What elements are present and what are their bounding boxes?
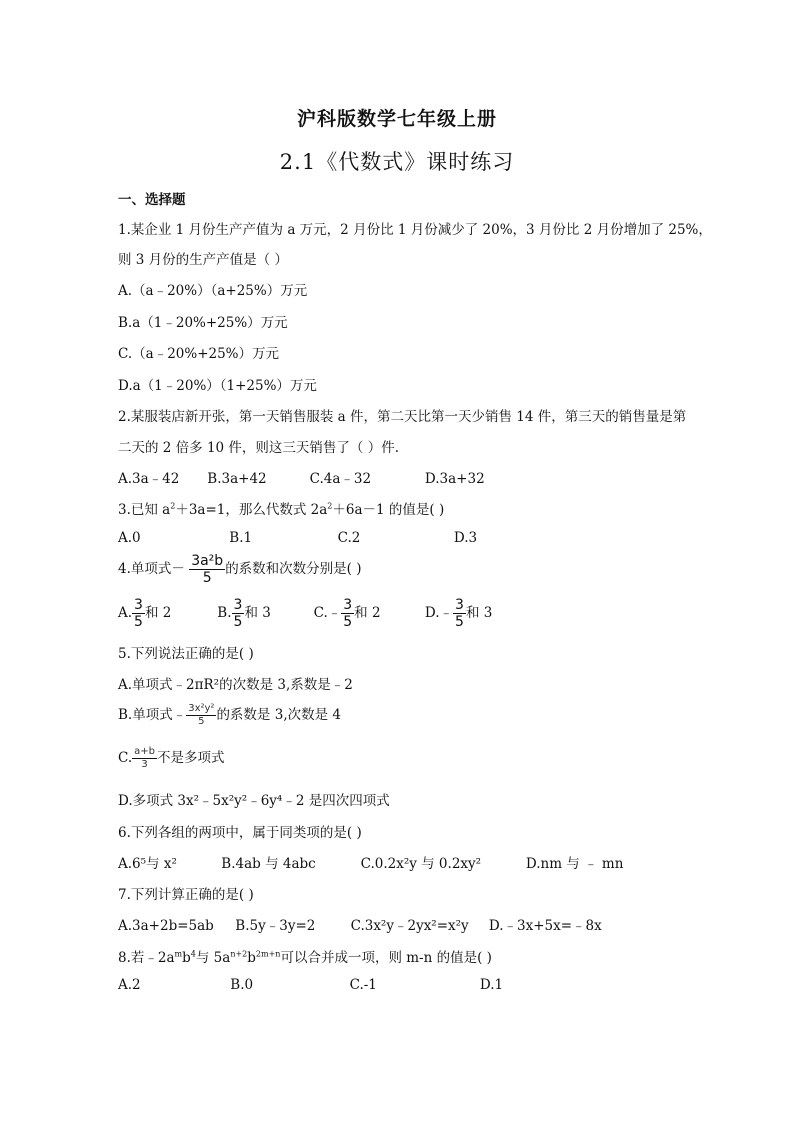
q2-option-c: C.4a﹣32	[309, 471, 372, 487]
fraction-denominator: 5	[198, 716, 205, 727]
q4-stem	[118, 554, 362, 585]
q8-stem-pre: 8.若﹣2a	[118, 950, 175, 966]
q4-option-a-fraction	[132, 598, 145, 629]
q2-stem-line1: 2.某服装店新开张，第一天销售服装 a 件，第二天比第一天少销售 14 件，第三天的销售量是第	[118, 409, 687, 425]
q2-stem-line2: 二天的 2 倍多 10 件，则这三天销售了（ ）件.	[118, 440, 400, 456]
q4-option-d	[425, 598, 492, 629]
q5-option-b-pre: B.单项式﹣	[118, 707, 187, 723]
fraction-numerator: 3x²y²	[188, 703, 215, 714]
q4-stem-pre: 4.单项式－	[118, 561, 185, 577]
q1-option-d: D.a（1﹣20%）（1+25%）万元	[118, 378, 317, 394]
q1-option-c: C.（a﹣20%+25%）万元	[118, 346, 280, 362]
q8-base-b1: b	[182, 950, 191, 966]
q7-stem: 7.下列计算正确的是( )	[118, 887, 254, 903]
q7-option-c: C.3x²y﹣2yx²=x²y	[350, 918, 469, 934]
q3-option-b: B.1	[229, 530, 253, 546]
q4-options	[118, 598, 492, 629]
q6-option-a: A.6⁵与 x²	[118, 856, 177, 872]
q8-exponent-3: n+2	[230, 949, 248, 959]
q1-option-a: A.（a﹣20%）（a+25%）万元	[118, 283, 308, 299]
q2-option-a: A.3a﹣42	[118, 471, 180, 487]
q7-option-b: B.5y﹣3y=2	[235, 918, 316, 934]
q4-option-b-fraction	[232, 598, 245, 629]
q8-exponent-4: 2m+n	[255, 949, 281, 959]
q5-option-c-pre: C.	[118, 750, 133, 766]
q3-stem: 3.已知 $a^2+3a=1$，那么代数式 $2a^2+6a-1$ 的值是( )	[118, 501, 445, 518]
q5-stem: 5.下列说法正确的是( )	[118, 646, 254, 662]
fraction-numerator: 3	[343, 597, 353, 613]
q7-options	[118, 914, 602, 934]
q4-option-d-fraction	[453, 598, 466, 629]
q8-base-b2: b	[247, 950, 256, 966]
q2-option-d: D.3a+32	[424, 471, 485, 487]
q4-stem-post: 的系数和次数分别是( )	[225, 561, 362, 577]
fraction-denominator: 5	[233, 614, 243, 630]
q8-stem	[118, 946, 492, 966]
q8-option-d: D.1	[479, 977, 504, 993]
q6-option-b: B.4ab 与 4abc	[221, 856, 316, 872]
fraction-numerator: 3	[233, 597, 243, 613]
q5-option-c-fraction	[132, 747, 157, 770]
q3-options	[118, 530, 477, 546]
q3-option-d: D.3	[453, 530, 478, 546]
q4-option-a	[118, 598, 213, 629]
q4-option-a-text: 和 2	[144, 605, 172, 621]
q8-option-c: C.-1	[349, 977, 377, 993]
q7-option-d: D.﹣3x+5x=﹣8x	[488, 918, 602, 934]
q3-stem-mid: ＋3a=1，那么代数式 2a	[175, 502, 328, 518]
q1-stem-line1: 1.某企业 1 月份生产产值为 a 万元，2 月份比 1 月份减少了 20%，3 月份比 2 月份增加了 25%，	[118, 222, 712, 238]
q1-stem-line2: 则 3 月份的生产产值是（ ）	[118, 252, 288, 268]
q8-exponent-2: 4	[190, 949, 196, 959]
q5-option-b-fraction	[186, 704, 216, 727]
q6-stem: 6.下列各组的两项中，属于同类项的是( )	[118, 825, 362, 841]
q5-option-d: D.多项式 3x²﹣5x²y²﹣6y⁴﹣2 是四次四项式	[118, 793, 390, 809]
q3-option-a: A.0	[118, 530, 141, 546]
fraction-numerator: 3	[134, 597, 143, 613]
q4-option-c-fraction	[341, 598, 354, 629]
q5-option-b	[118, 703, 341, 727]
q8-option-a: A.2	[118, 977, 141, 993]
q4-fraction-numerator: 3a²b	[191, 553, 224, 569]
q3-stem-post: ＋6a－1 的值是( )	[332, 502, 445, 518]
section-heading: 一、选择题	[118, 192, 186, 208]
q8-stem-post: 可以合并成一项，则 m-n 的值是( )	[280, 950, 492, 966]
q4-fraction-denominator: 5	[202, 570, 212, 586]
q1-option-b: B.a（1﹣20%+25%）万元	[118, 315, 288, 331]
q6-option-d: D.nm 与 ﹣ mn	[525, 856, 624, 872]
q4-option-d-label: D.﹣	[424, 605, 454, 621]
q4-option-d-text: 和 3	[465, 605, 493, 621]
fraction-numerator: a+b	[134, 746, 155, 757]
q5-option-c-post: 不是多项式	[157, 750, 225, 766]
q4-option-b	[217, 598, 309, 629]
q8-option-b: B.0	[230, 977, 254, 993]
q4-option-a-label: A.	[118, 605, 133, 621]
document-subtitle: 2.1《代数式》课时练习	[279, 150, 515, 174]
fraction-denominator: 3	[141, 759, 148, 770]
q5-option-a: A.单项式﹣2πR²的次数是 3,系数是﹣2	[118, 677, 353, 693]
document-title: 沪科版数学七年级上册	[296, 108, 497, 130]
q4-option-b-text: 和 3	[244, 605, 271, 621]
q3-stem-pre: 3.已知 a	[118, 502, 171, 518]
q5-option-c	[118, 746, 225, 770]
q6-options	[118, 852, 623, 872]
q4-option-c-label: C.﹣	[313, 605, 342, 621]
q4-option-b-label: B.	[217, 605, 232, 621]
q8-options	[118, 977, 503, 993]
fraction-denominator: 5	[343, 614, 353, 630]
q2-options	[118, 467, 485, 487]
fraction-numerator: 3	[455, 597, 464, 613]
q6-option-c: C.0.2x²y 与 0.2xy²	[360, 856, 482, 872]
q2-option-b: B.3a+42	[207, 471, 267, 487]
fraction-denominator: 5	[455, 614, 464, 630]
q4-option-c	[314, 598, 421, 629]
q5-option-b-post: 的系数是 3,次数是 4	[216, 707, 341, 723]
q4-option-c-text: 和 2	[354, 605, 381, 621]
q3-option-c: C.2	[337, 530, 361, 546]
q8-stem-mid: 与 5a	[195, 950, 231, 966]
q7-option-a: A.3a+2b=5ab	[118, 918, 214, 934]
q4-fraction	[189, 554, 225, 585]
q8-exponent-1: m	[174, 949, 183, 959]
fraction-denominator: 5	[134, 614, 143, 630]
